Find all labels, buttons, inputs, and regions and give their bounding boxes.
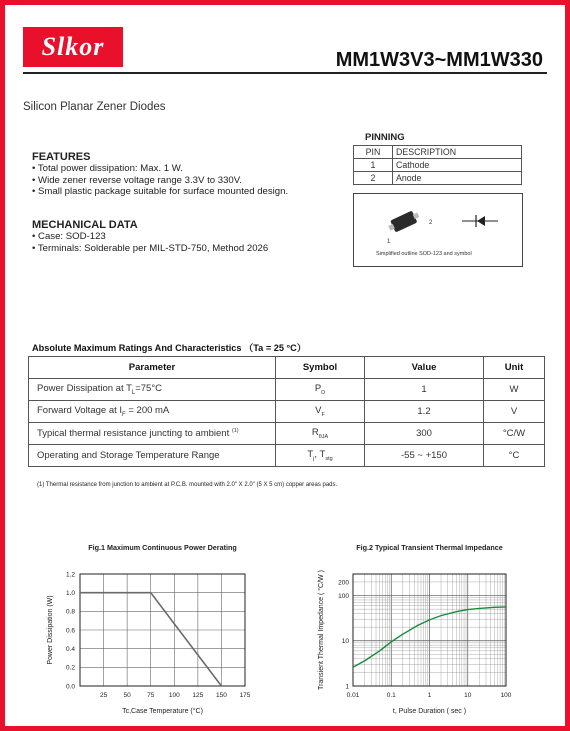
- ratings-table: [28, 356, 545, 467]
- features-heading: FEATURES: [32, 151, 91, 163]
- symbol-cell: $V_F$: [276, 401, 365, 423]
- x-tick-label: 125: [192, 692, 204, 699]
- x-tick-label: 175: [239, 692, 251, 699]
- product-subtitle: Silicon Planar Zener Diodes: [23, 101, 166, 113]
- mechanical-section: [32, 219, 268, 254]
- parameter-col-header: Parameter: [29, 357, 276, 379]
- header-divider: [23, 72, 547, 74]
- y-tick-label: 1.0: [65, 589, 75, 597]
- x-tick-label: 25: [99, 692, 108, 699]
- pinning-table: [353, 145, 522, 185]
- parameter-cell: Operating and Storage Temperature Range: [29, 445, 276, 467]
- fig1-power-derating-chart: [35, 538, 275, 718]
- table-row: [29, 379, 545, 401]
- table-row: [354, 172, 522, 185]
- parameter-cell: Forward Voltage at $I_F = 200$ mA: [29, 401, 276, 423]
- unit-cell: W: [484, 379, 545, 401]
- y-tick-label: 1: [345, 683, 349, 691]
- pin-description: Cathode: [393, 159, 522, 172]
- ratings-title: Absolute Maximum Ratings And Characteristics （Ta = 25 °C）: [32, 343, 307, 353]
- description-col-header: DESCRIPTION: [393, 146, 522, 159]
- feature-item: • Wide zener reverse voltage range 3.3V to 330V.: [32, 174, 242, 186]
- y-tick-label: 0.2: [65, 664, 75, 672]
- parameter-cell: Typical thermal resistance juncting to ambient $^{(1)}$: [29, 423, 276, 445]
- y-axis-label: Power Dissipation (W): [47, 595, 54, 665]
- x-axis-label: t, Pulse Duration ( sec ): [392, 708, 467, 715]
- ratings-header-row: [29, 357, 545, 379]
- value-cell: 300: [365, 423, 484, 445]
- x-tick-label: 50: [123, 692, 131, 699]
- symbol-cell: $P_D$: [276, 379, 365, 401]
- sod123-package-icon: [387, 209, 421, 234]
- y-tick-label: 200: [338, 579, 349, 587]
- pin-description: Anode: [393, 172, 522, 185]
- unit-cell: °C: [484, 445, 545, 467]
- x-tick-label: 100: [500, 692, 512, 699]
- pin-col-header: PIN: [354, 146, 393, 159]
- symbol-cell: $T_j$, $T_{stg}$: [276, 445, 365, 467]
- x-tick-label: 1: [427, 692, 432, 699]
- table-row: [29, 423, 545, 445]
- value-col-header: Value: [365, 357, 484, 379]
- y-tick-label: 10: [341, 638, 349, 646]
- pin-number: 1: [354, 159, 393, 172]
- y-tick-label: 0.6: [65, 627, 75, 635]
- unit-col-header: Unit: [484, 357, 545, 379]
- x-tick-label: 150: [215, 692, 227, 699]
- ratings-footnote: (1) Thermal resistance from junction to ambient at P.C.B. mounted with 2.0" X 2.0" (5 X 5 cm) copper areas pads.: [37, 482, 338, 488]
- y-axis-label: Transient Thermal Impedance ( °C/W ): [318, 570, 325, 690]
- x-tick-label: 10: [464, 692, 472, 699]
- value-cell: 1.2: [365, 401, 484, 423]
- mechanical-heading: MECHANICAL DATA: [32, 219, 138, 231]
- parameter-cell: Power Dissipation at $T_L=75^\circ C$: [29, 379, 276, 401]
- table-row: [29, 401, 545, 423]
- value-cell: 1: [365, 379, 484, 401]
- y-tick-label: 0.0: [65, 683, 75, 691]
- part-number-title: MM1W3V3~MM1W330: [335, 49, 543, 71]
- diode-symbol-icon: [462, 215, 498, 227]
- y-tick-label: 0.8: [65, 608, 75, 616]
- symbol-cell: $R_{\theta JA}$: [276, 423, 365, 445]
- pin1-label: 1: [387, 239, 391, 245]
- y-tick-label: 1.2: [65, 571, 75, 579]
- mechanical-item: • Case: SOD-123: [32, 231, 106, 242]
- x-tick-label: 100: [168, 692, 180, 699]
- table-row: [29, 445, 545, 467]
- mechanical-item: • Terminals: Solderable per MIL-STD-750, Method 2026: [32, 242, 269, 254]
- unit-cell: V: [484, 401, 545, 423]
- datasheet-page: [5, 5, 565, 726]
- chart-title: Fig.1 Maximum Continuous Power Derating: [88, 543, 237, 552]
- y-tick-label: 0.4: [65, 645, 75, 653]
- symbol-col-header: Symbol: [276, 357, 365, 379]
- pin-number: 2: [354, 172, 393, 185]
- x-axis-label: Tc,Case Temperature (°C): [122, 708, 203, 715]
- features-section: [32, 151, 288, 198]
- pin2-label: 2: [429, 220, 433, 226]
- x-tick-label: 0.01: [346, 692, 360, 699]
- package-outline-box: [353, 193, 523, 267]
- x-tick-label: 0.1: [386, 692, 396, 699]
- table-row: [354, 159, 522, 172]
- package-caption: Simplified outline SOD-123 and symbol: [376, 251, 472, 257]
- unit-cell: °C/W: [484, 423, 545, 445]
- feature-item: • Small plastic package suitable for surface mounted design.: [32, 186, 289, 197]
- feature-item: • Total power dissipation: Max. 1 W.: [32, 163, 183, 174]
- y-tick-label: 100: [338, 592, 349, 600]
- pinning-heading: PINNING: [365, 132, 405, 143]
- value-cell: -55 ~ +150: [365, 445, 484, 467]
- chart-title: Fig.2 Typical Transient Thermal Impedance: [356, 543, 503, 552]
- brand-logo: Slkor: [23, 27, 123, 67]
- fig2-thermal-impedance-chart: [305, 538, 545, 718]
- x-tick-label: 75: [147, 692, 155, 699]
